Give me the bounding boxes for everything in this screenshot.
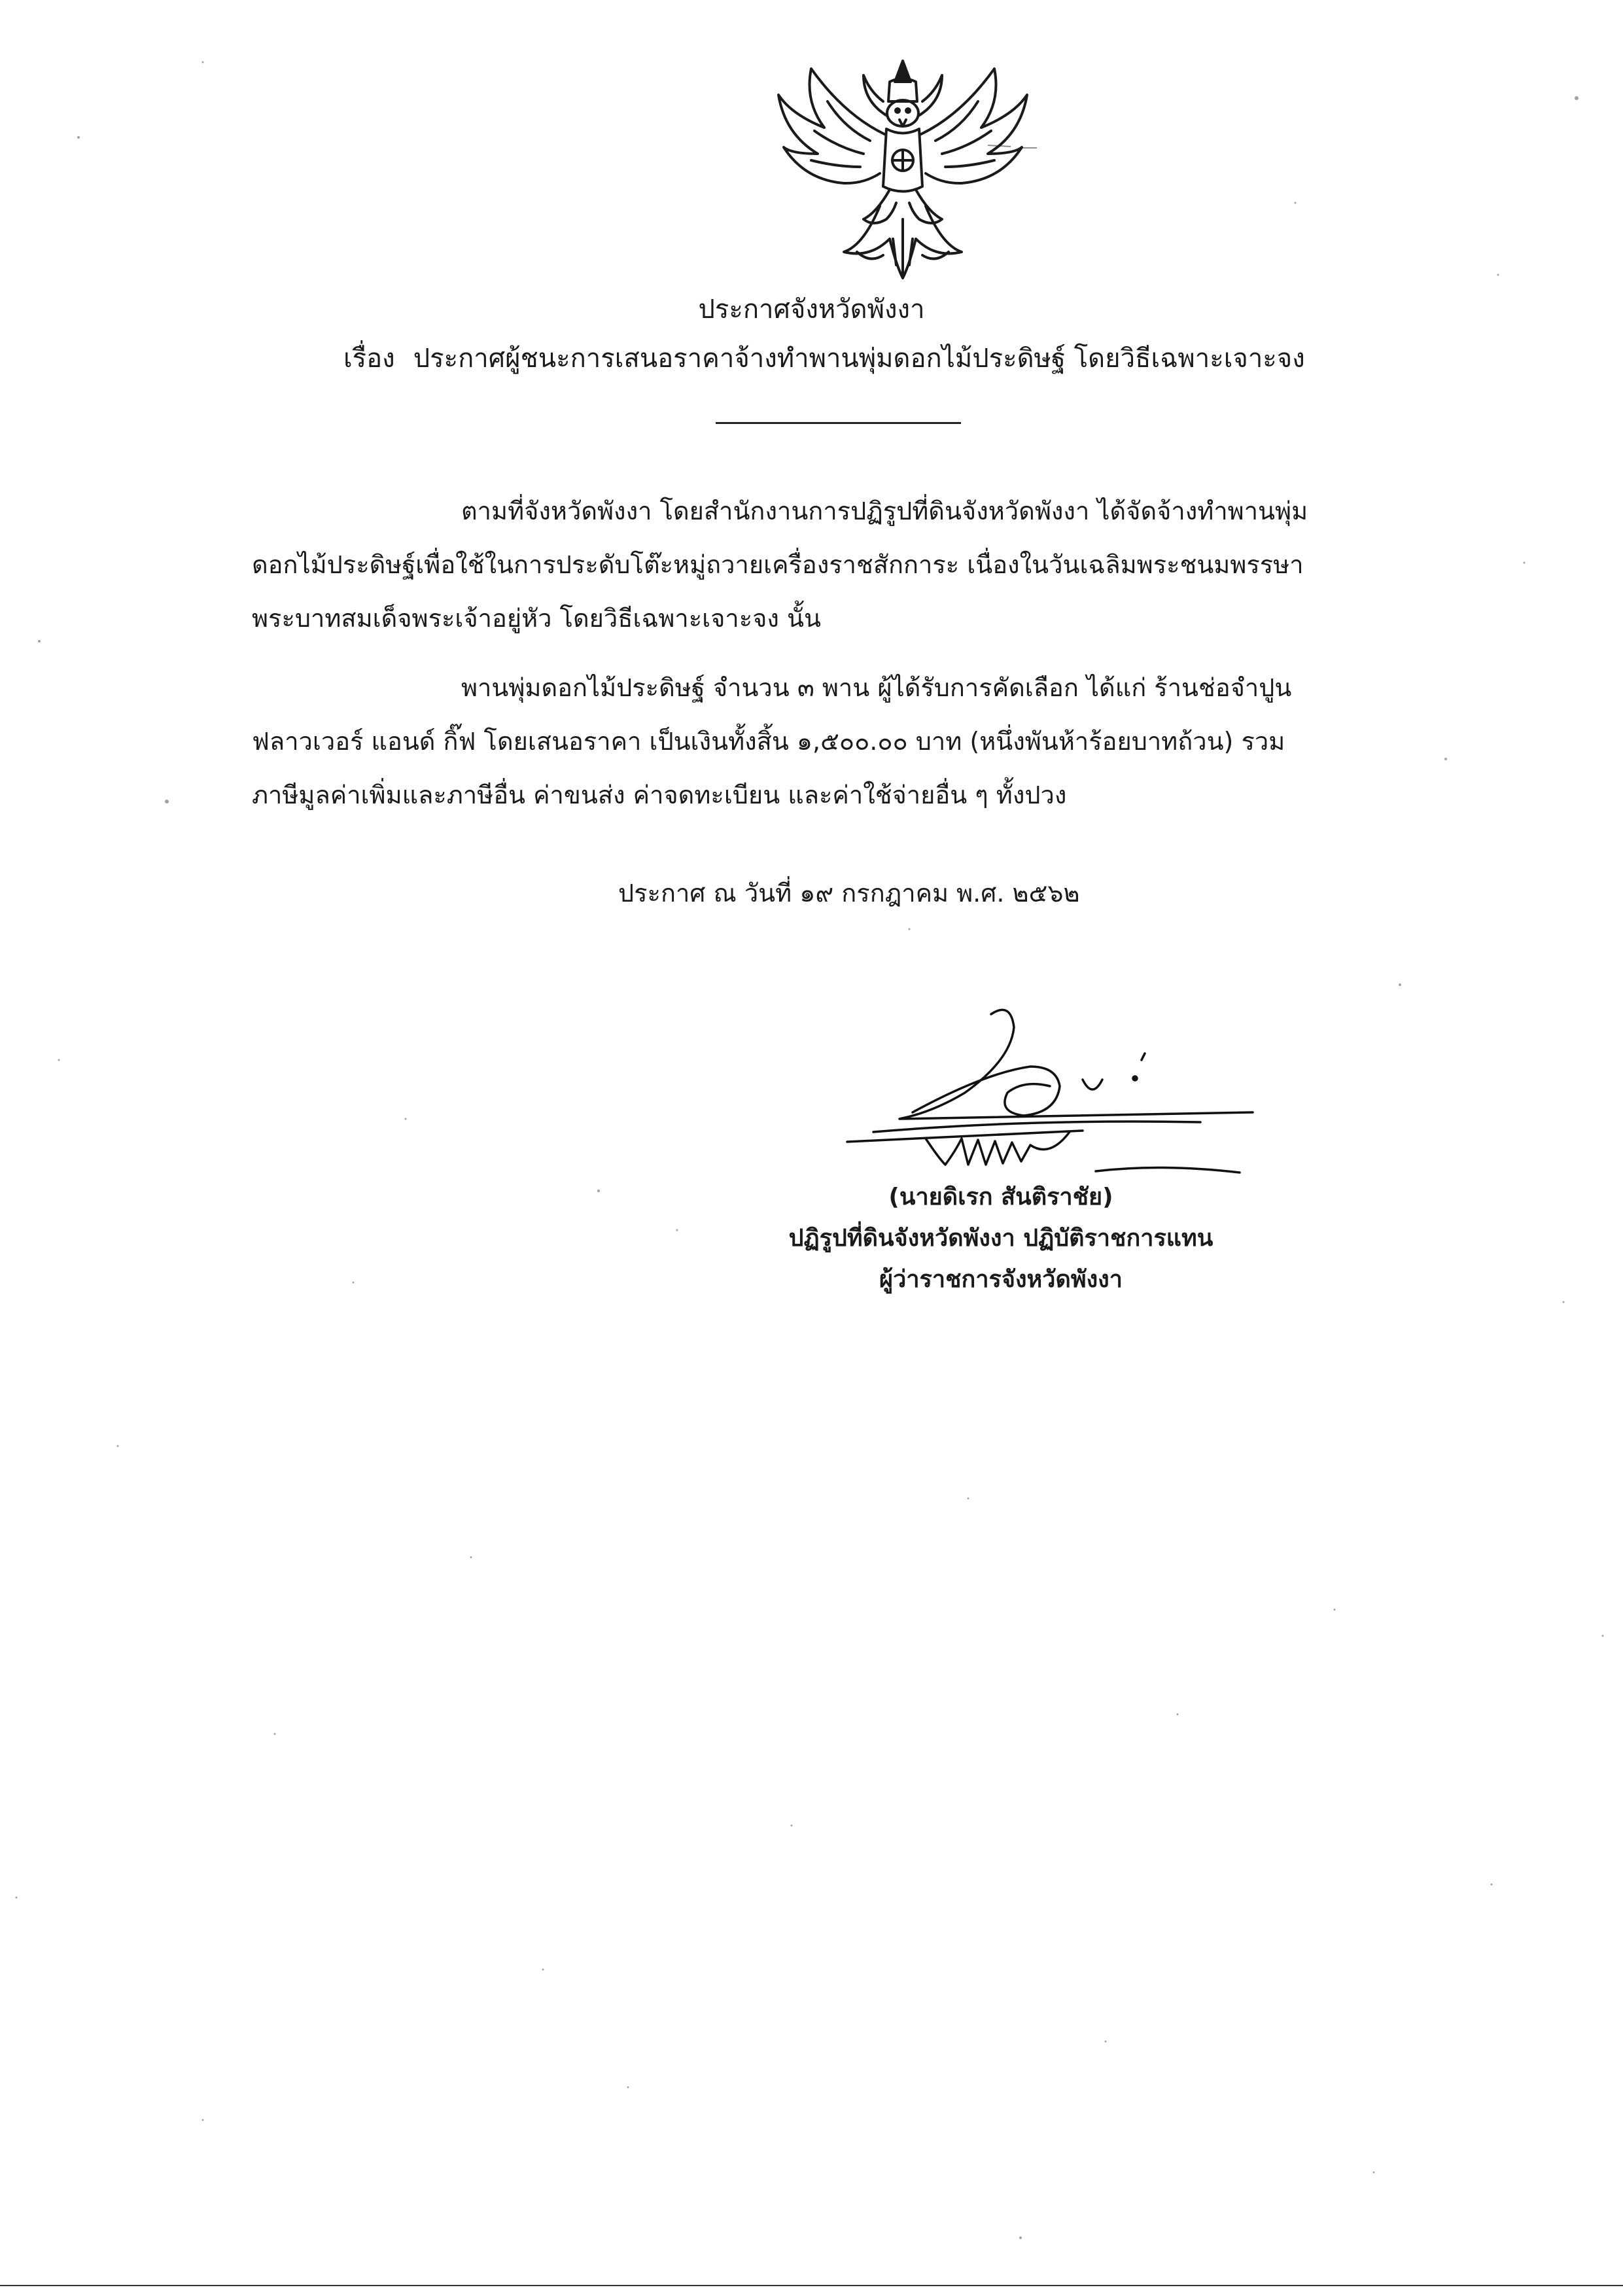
subject-label: เรื่อง [343,344,395,374]
document-title: ประกาศจังหวัดพังงา [698,294,925,325]
paragraph-line: ฟลาวเวอร์ แอนด์ กิ๊ฟ โดยเสนอราคา เป็นเงินทั้งสิ้น ๑,๕๐๐.๐๐ บาท (หนึ่งพันห้าร้อยบาทถ้วน) รวม [252,727,1285,756]
body-paragraph-1 [252,484,1423,645]
scan-edge-line [0,2285,1623,2286]
handwritten-signature [834,1001,1266,1204]
body-paragraph-2 [252,661,1423,822]
signatory-name: (นายดิเรก สันติราชัย) [888,1184,1113,1210]
signatory-position: ปฏิรูปที่ดินจังหวัดพังงา ปฏิบัติราชการแทน [788,1225,1213,1252]
subject-text: ประกาศผู้ชนะการเสนอราคาจ้างทำพานพุ่มดอกไม้ประดิษฐ์ โดยวิธีเฉพาะเจาะจง [413,344,1305,374]
paragraph-line: ภาษีมูลค่าเพิ่มและภาษีอื่น ค่าขนส่ง ค่าจดทะเบียน และค่าใช้จ่ายอื่น ๆ ทั้งปวง [252,781,1067,809]
document-subject [343,342,1305,375]
garuda-emblem [765,56,1040,285]
paragraph-line: ตามที่จังหวัดพังงา โดยสำนักงานการปฏิรูปที่ดินจังหวัดพังงา ได้จัดจ้างทำพานพุ่ม [461,497,1308,525]
paragraph-line: พระบาทสมเด็จพระเจ้าอยู่หัว โดยวิธีเฉพาะเจาะจง นั้น [252,604,821,633]
signatory-position-governor: ผู้ว่าราชการจังหวัดพังงา [879,1266,1123,1293]
title-divider [716,422,961,424]
paragraph-line: พานพุ่มดอกไม้ประดิษฐ์ จำนวน ๓ พาน ผู้ได้รับการคัดเลือก ได้แก่ ร้านช่อจำปูน [461,673,1292,702]
announcement-date: ประกาศ ณ วันที่ ๑๙ กรกฎาคม พ.ศ. ๒๕๖๒ [618,879,1080,908]
paragraph-line: ดอกไม้ประดิษฐ์เพื่อใช้ในการประดับโต๊ะหมู่ถวายเครื่องราชสักการะ เนื่องในวันเฉลิมพระชนมพรรษา [252,550,1304,579]
